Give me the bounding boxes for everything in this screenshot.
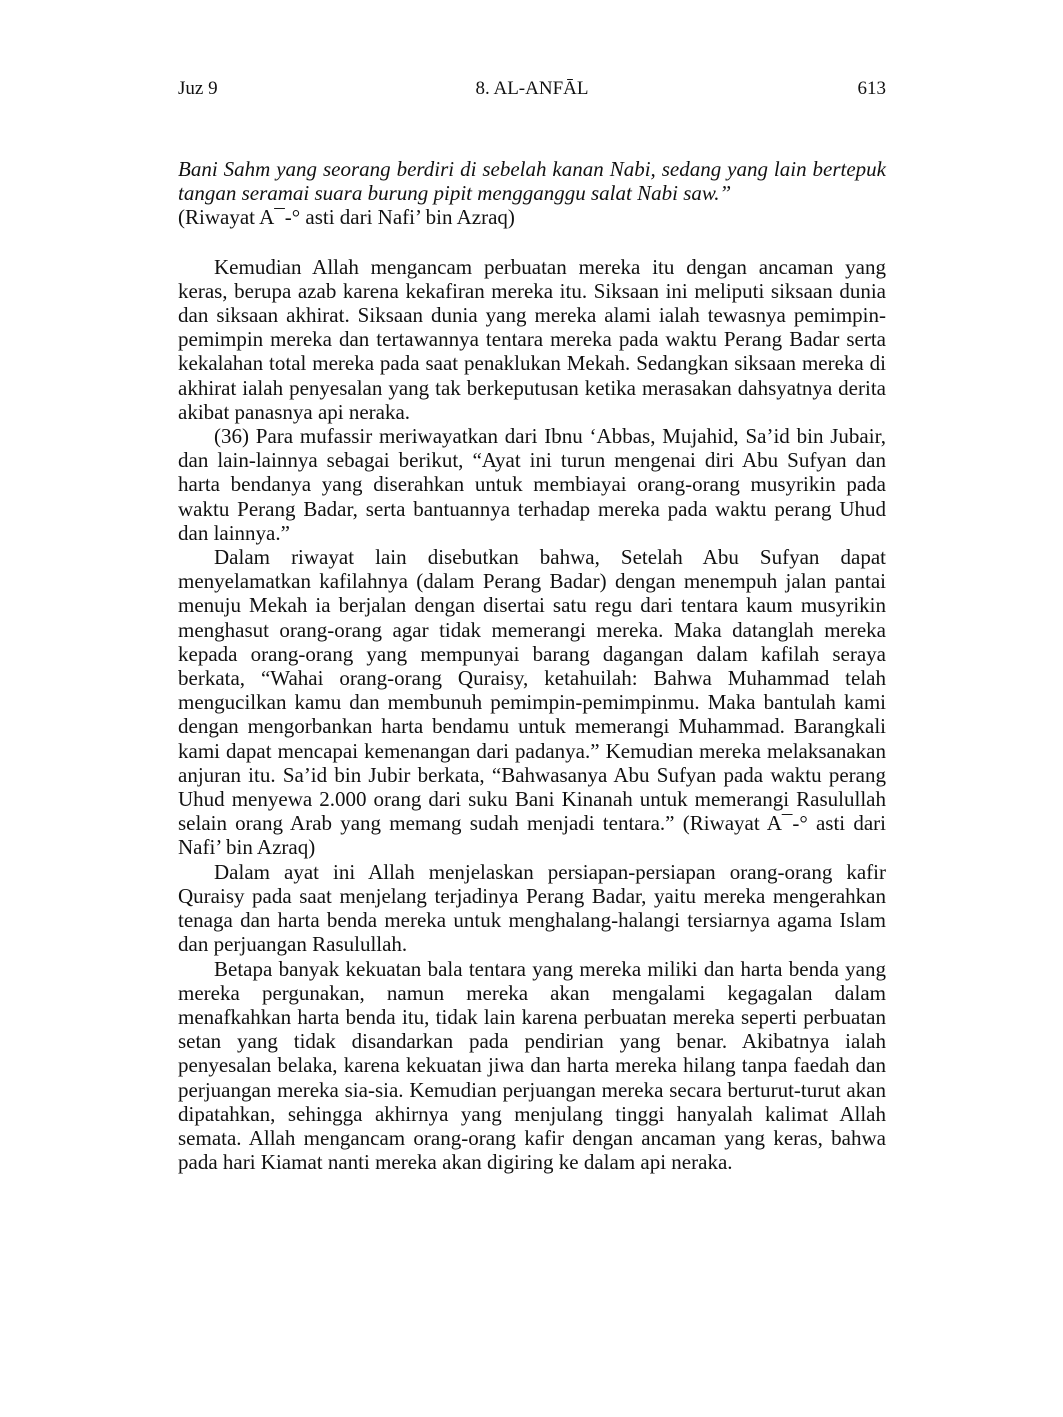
- paragraph-preparation: Dalam ayat ini Allah menjelaskan persiapan-persiapan orang-orang kafir Quraisy pada saat menjelang terjadinya Perang Badar, yaitu mereka mengerahkan tenaga dan harta benda mereka untuk menghalang-halangi tersiarnya agama Islam dan perjuangan Rasulullah.: [178, 859, 886, 957]
- quote-continuation: Bani Sahm yang seorang berdiri di sebelah kanan Nabi, sedang yang lain bertepuk tangan seramai suara burung pipit mengganggu salat Nabi saw.”: [178, 157, 886, 206]
- paragraph-failure: Betapa banyak kekuatan bala tentara yang mereka miliki dan harta benda yang mereka pergunakan, namun mereka akan mengalami kegagalan dalam menafkahkan harta benda itu, tidak lain karena perbuatan mereka seperti perbuatan setan yang tidak disandarkan pada pendirian yang benar. Akibatnya ialah penyesalan belaka, karena kekuatan jiwa dan harta mereka hilang tanpa faedah dan perjuangan mereka sia-sia. Kemudian perjuangan mereka secara berturut-turut akan dipatahkan, sehingga akhirnya yang menjulang tinggi hanyalah kalimat Allah semata. Allah mengancam orang-orang kafir dengan ancaman yang keras, bahwa pada hari Kiamat nanti mereka akan digiring ke dalam api neraka.: [178, 956, 886, 1175]
- riwayat-citation: (Riwayat A¯-° asti dari Nafi’ bin Azraq): [178, 205, 515, 230]
- juz-label: Juz 9: [178, 78, 218, 99]
- paragraph-continuation: [178, 157, 886, 230]
- surah-title: 8. AL-ANFĀL: [475, 78, 589, 99]
- page-number: 613: [857, 78, 886, 99]
- paragraph-other-narration: Dalam riwayat lain disebutkan bahwa, Setelah Abu Sufyan dapat menyelamatkan kafilahnya (dalam Perang Badar) dengan menempuh jalan pantai menuju Mekah ia berjalan dengan disertai satu regu dari tentara kaum musyrikin menghasut orang-orang agar tidak memerangi mereka. Maka datanglah mereka kepada orang-orang yang mempunyai barang dagangan dalam kafilah seraya berkata, “Wahai orang-orang Quraisy, ketahuilah: Bahwa Muhammad telah mengucilkan kamu dan membunuh pemimpin-pemimpinmu. Maka bantulah kami dengan mengorbankan harta bendamu untuk memerangi Muhammad. Barangkali kami dapat mencapai kemenangan dari padanya.” Kemudian mereka melaksanakan anjuran itu. Sa’id bin Jubir berkata, “Bahwasanya Abu Sufyan pada waktu perang Uhud menyewa 2.000 orang dari suku Bani Kinanah untuk memerangi Rasulullah selain orang Arab yang memang sudah menjadi tentara.” (Riwayat A¯-° asti dari Nafi’ bin Azraq): [178, 545, 886, 860]
- page-header: [178, 76, 886, 102]
- page-body: [178, 157, 886, 1174]
- paragraph-threat: Kemudian Allah mengancam perbuatan mereka itu dengan ancaman yang keras, berupa azab karena kekafiran mereka itu. Siksaan ini meliputi siksaan dunia dan siksaan akhirat. Siksaan dunia yang mereka alami ialah tewasnya pemimpin-pemimpin mereka dan tertawannya tentara mereka pada waktu Perang Badar serta kekalahan total mereka pada saat penaklukan Mekah. Sedangkan siksaan mereka di akhirat ialah penyesalan yang tak berkeputusan ketika merasakan dahsyatnya derita akibat panasnya api neraka.: [178, 254, 886, 424]
- paragraph-verse-36: (36) Para mufassir meriwayatkan dari Ibnu ‘Abbas, Mujahid, Sa’id bin Jubair, dan lain-lainnya sebagai berikut, “Ayat ini turun mengenai diri Abu Sufyan dan harta bendanya yang diserahkan untuk membiayai orang-orang musyrikin pada waktu Perang Badar, serta bantuannya terhadap mereka pada waktu perang Uhud dan lainnya.”: [178, 424, 886, 545]
